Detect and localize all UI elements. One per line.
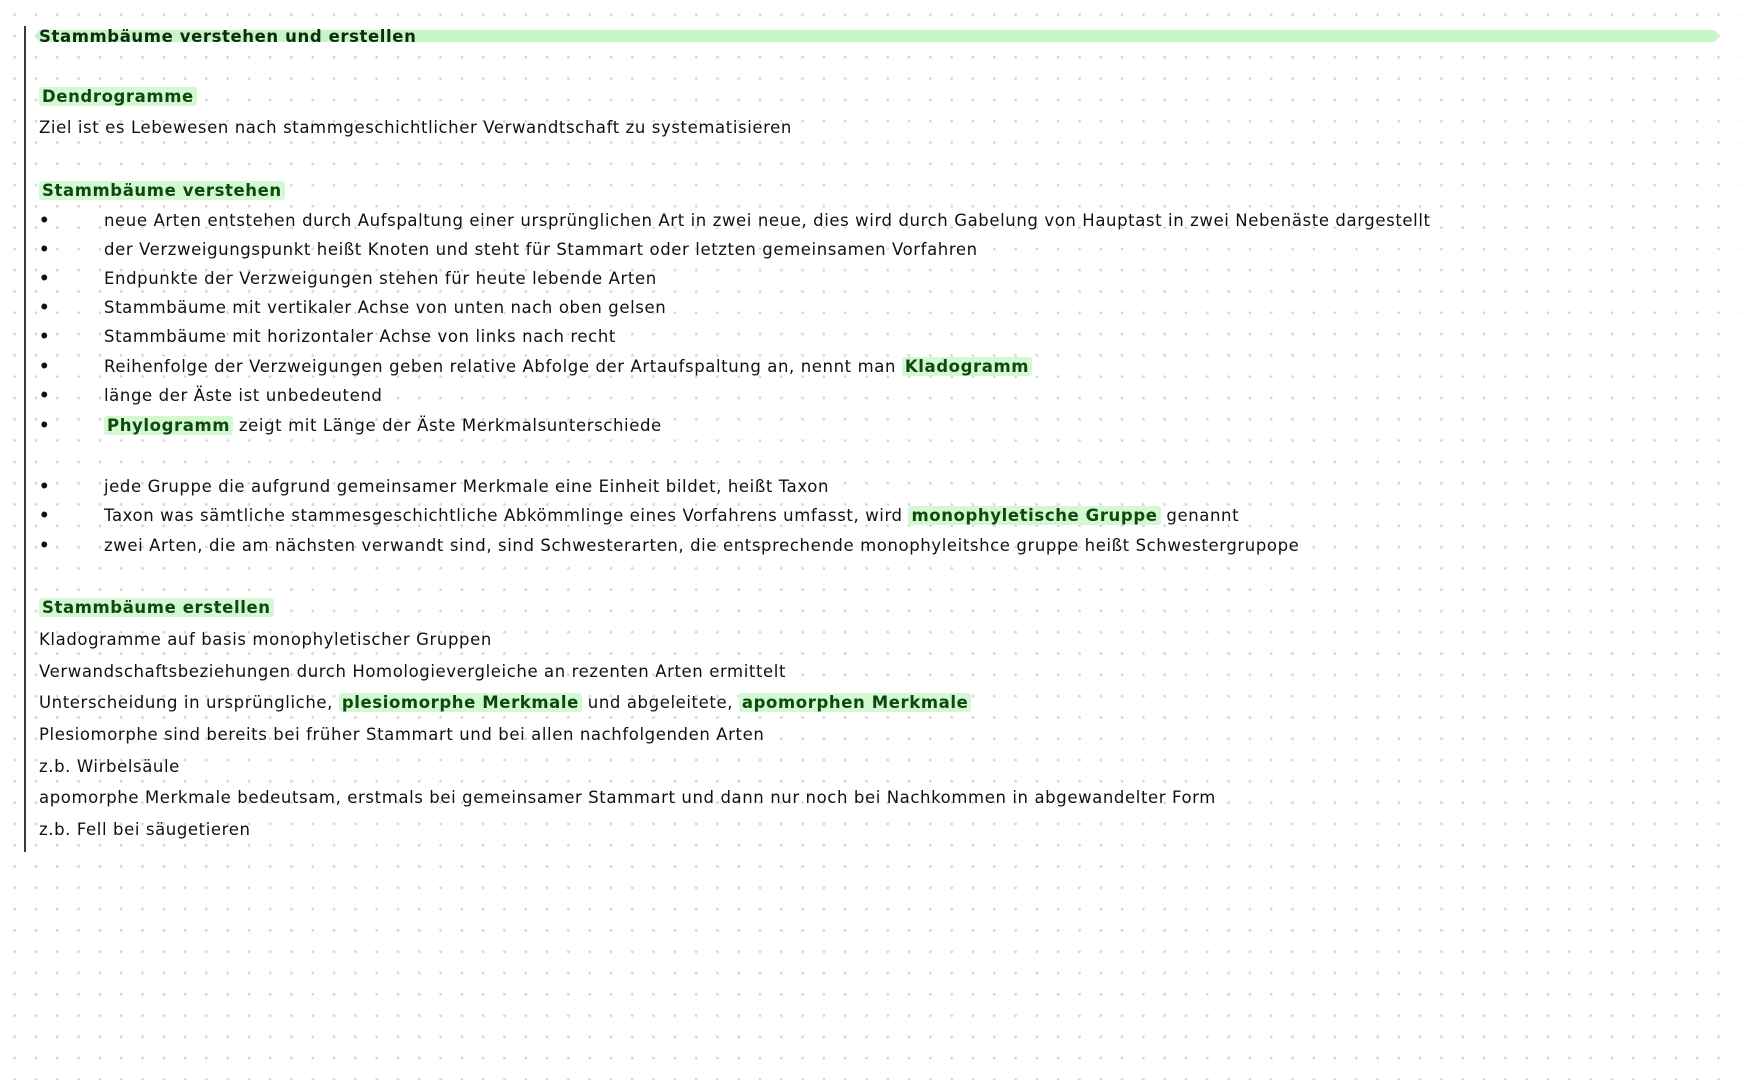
list-item-text: Endpunkte der Verzweigungen stehen für heute lebende Arten [104,269,657,288]
paragraph: Plesiomorphe sind bereits bei früher Stammart und bei allen nachfolgenden Arten [39,725,765,744]
list-item-text: Stammbäume mit horizontaler Achse von links nach recht [104,327,616,346]
term-apomorphen-merkmale: apomorphen Merkmale [739,693,971,712]
list-item-text: der Verzweigungspunkt heißt Knoten und steht für Stammart oder letzten gemeinsamen Vorfahren [104,240,978,259]
bullet-icon: • [39,506,51,525]
section-heading: Stammbäume verstehen [39,181,285,200]
bullet-icon: • [39,327,51,346]
bullet-icon: • [39,386,51,405]
term-monophyletische-gruppe: monophyletische Gruppe [908,506,1160,525]
paragraph: Verwandschaftsbeziehungen durch Homologievergleiche an rezenten Arten ermittelt [39,662,787,681]
text-segment: zeigt mit Länge der Äste Merkmalsunterschiede [233,416,662,435]
text-segment: und abgeleitete, [581,693,739,712]
section-stammbaeume-erstellen [39,597,274,619]
text-segment: Unterscheidung in ursprüngliche, [39,693,339,712]
bullet-icon: • [39,416,51,435]
text-segment: genannt [1160,506,1240,525]
paragraph: z.b. Fell bei säugetieren [39,820,251,839]
section-stammbaeume-verstehen [39,180,285,202]
margin-line [24,26,26,852]
bullet-icon: • [39,240,51,259]
list-item-text: neue Arten entstehen durch Aufspaltung einer ursprünglichen Art in zwei neue, dies wird durch Gabelung von Hauptast in zwei Nebenäste dargestellt [104,211,1431,230]
section-heading: Stammbäume erstellen [39,598,274,617]
list-item-text: jede Gruppe die aufgrund gemeinsamer Merkmale eine Einheit bildet, heißt Taxon [104,477,829,496]
bullet-icon: • [39,536,51,555]
bullet-icon: • [39,357,51,376]
paragraph: Ziel ist es Lebewesen nach stammgeschichtlicher Verwandtschaft zu systematisieren [39,118,792,137]
list-item-text [104,505,1239,527]
term-phylogramm: Phylogramm [104,416,233,435]
term-kladogramm: Kladogramm [902,357,1032,376]
paragraph: Kladogramme auf basis monophyletischer Gruppen [39,630,492,649]
text-segment: Taxon was sämtliche stammesgeschichtliche Abkömmlinge eines Vorfahrens umfasst, wird [104,506,909,525]
list-item-text [104,415,662,437]
bullet-icon: • [39,269,51,288]
bullet-icon: • [39,298,51,317]
section-dendrogramme [39,86,197,108]
paragraph: apomorphe Merkmale bedeutsam, erstmals bei gemeinsamer Stammart und dann nur noch bei Nachkommen in abgewandelter Form [39,788,1216,807]
text-segment: Reihenfolge der Verzweigungen geben relative Abfolge der Artaufspaltung an, nennt man [104,357,902,376]
list-item-text: zwei Arten, die am nächsten verwandt sind, sind Schwesterarten, die entsprechende monophyleitshce gruppe heißt Schwestergrupope [104,536,1300,555]
section-heading: Dendrogramme [39,87,197,106]
bullet-icon: • [39,211,51,230]
list-item-text: länge der Äste ist unbedeutend [104,386,383,405]
term-plesiomorphe-merkmale: plesiomorphe Merkmale [339,693,582,712]
paragraph [39,692,971,714]
list-item-text: Stammbäume mit vertikaler Achse von unten nach oben gelsen [104,298,667,317]
list-item-text [104,356,1032,378]
note-title: Stammbäume verstehen und erstellen [39,27,417,46]
paragraph: z.b. Wirbelsäule [39,757,180,776]
bullet-icon: • [39,477,51,496]
